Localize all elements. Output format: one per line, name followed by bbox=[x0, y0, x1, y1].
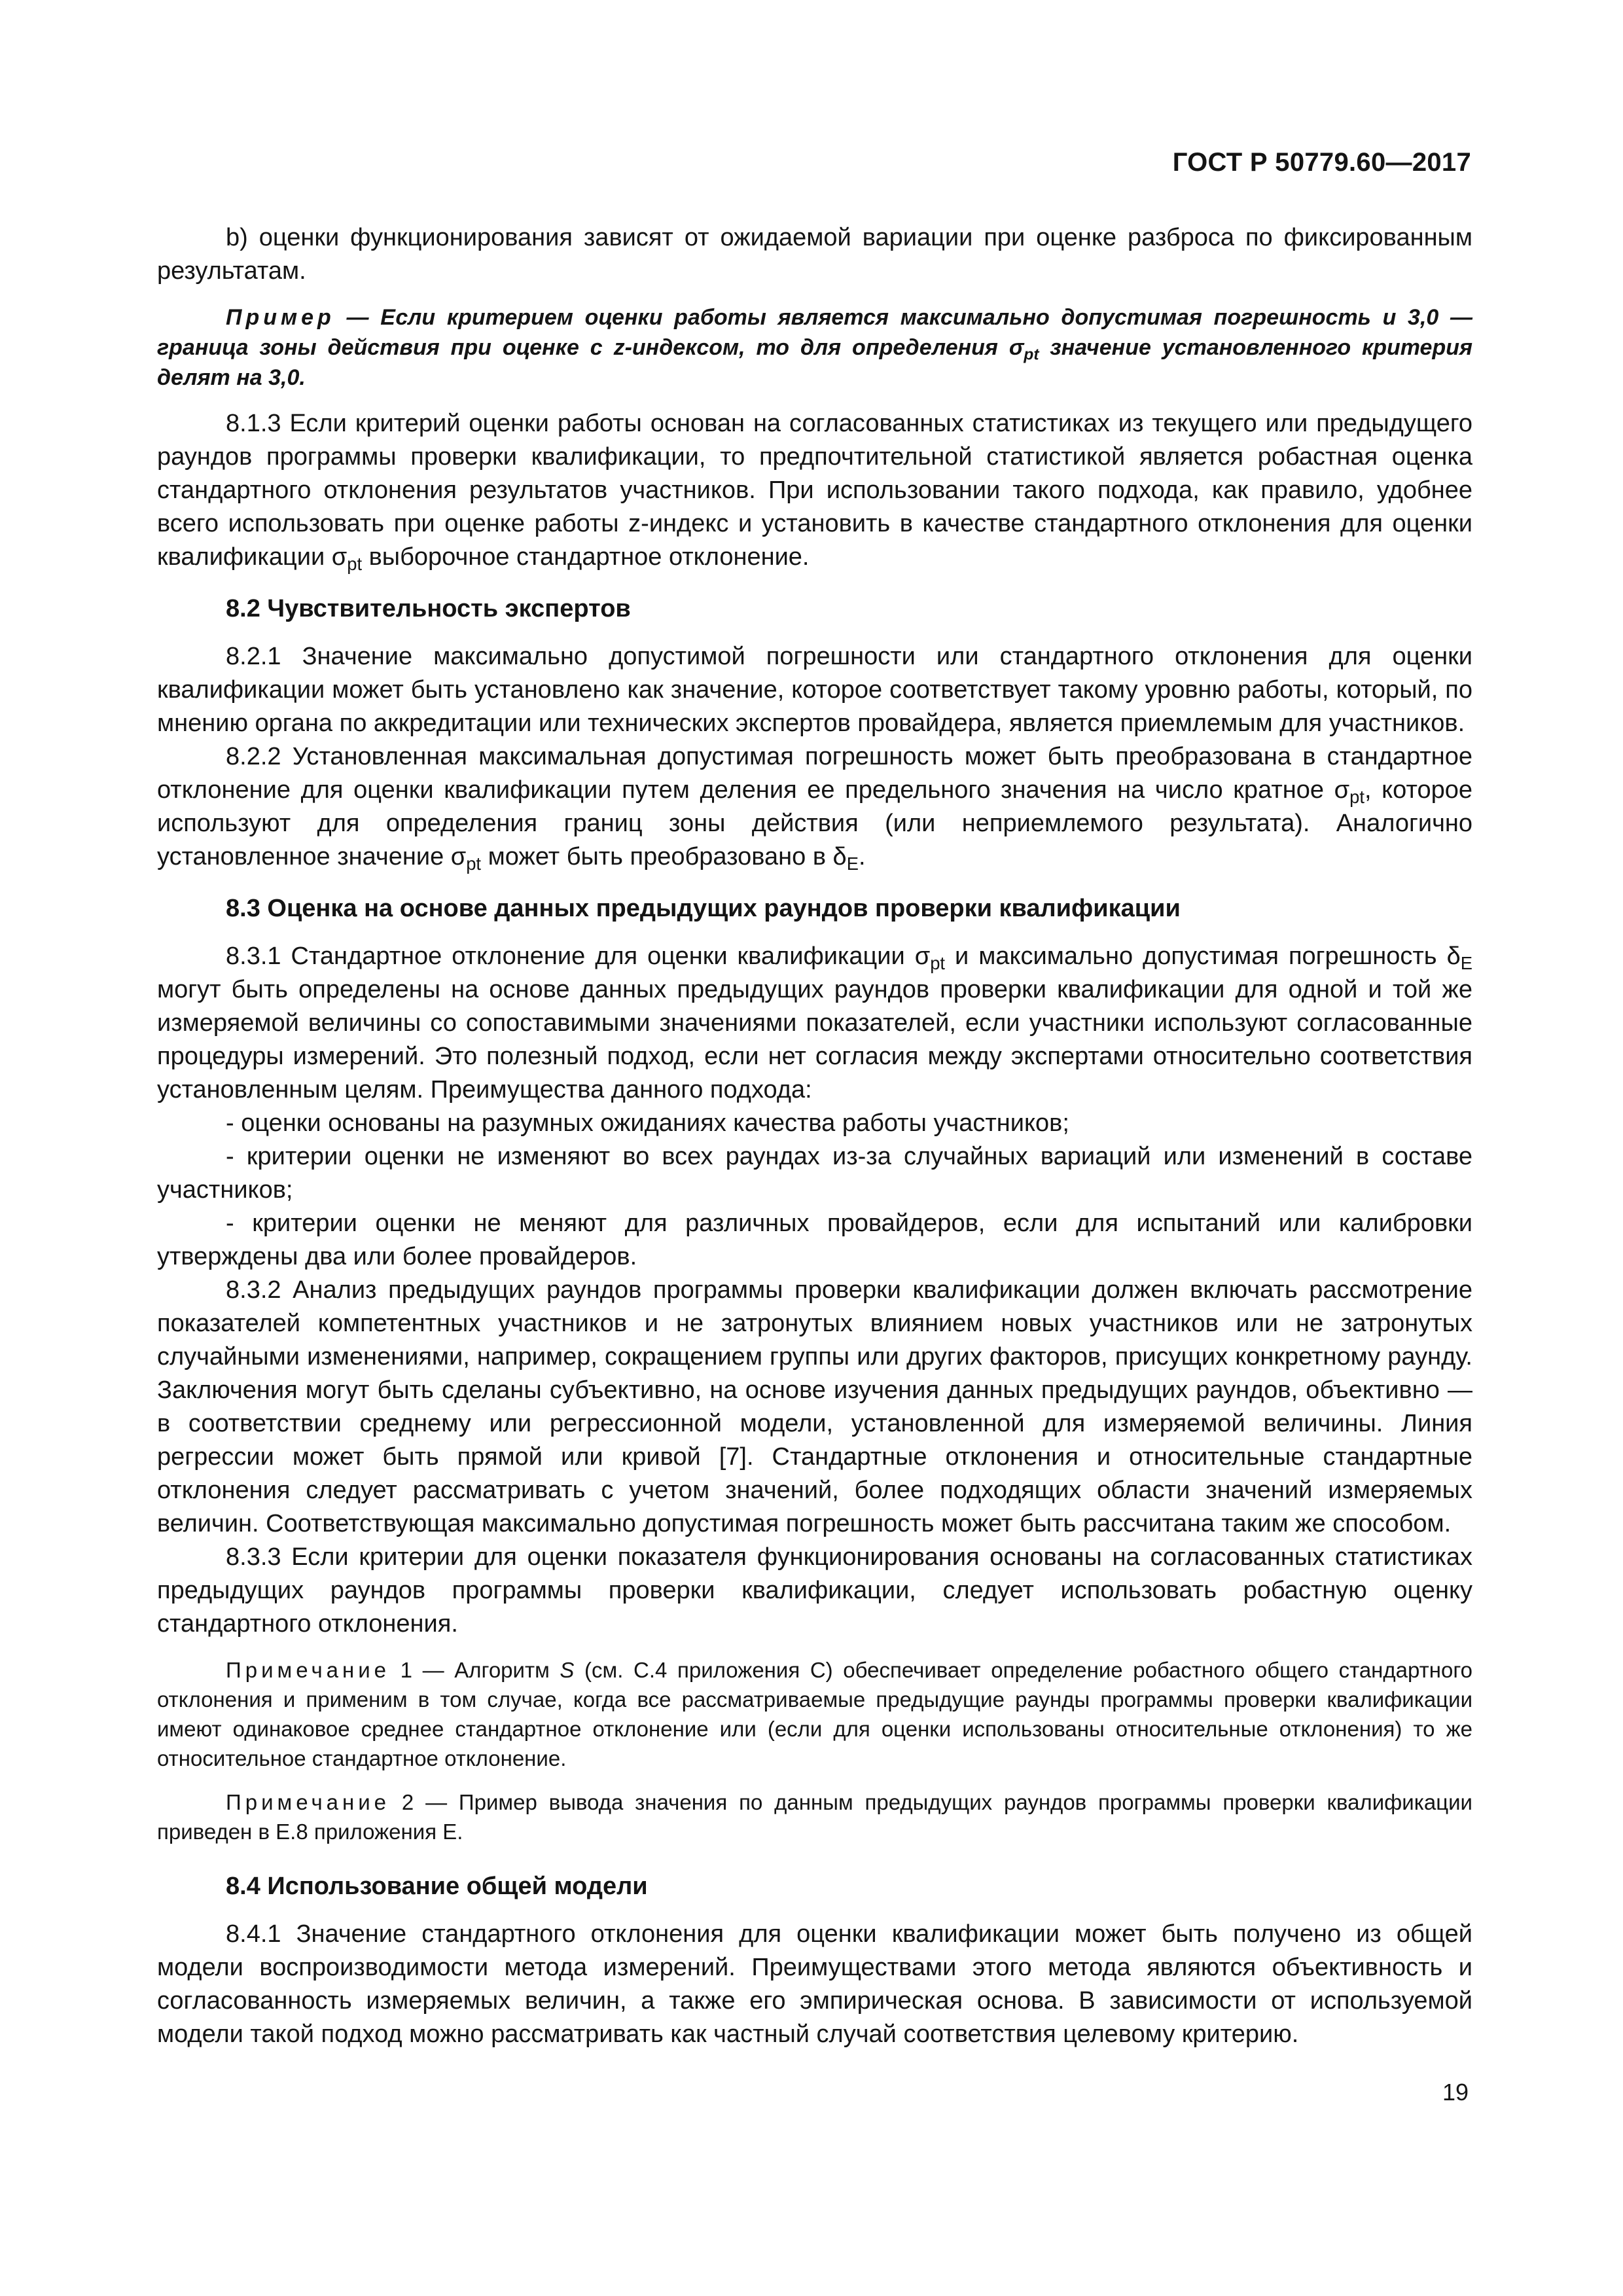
example-tail: значение установленного критерия делят на 3,0. bbox=[157, 335, 1472, 390]
paragraph-8-2-2-a: 8.2.2 Установленная максимальная допустимая погрешность может быть преобразована в стандартное отклонение для оценки квалификации путем деления ее предельного значения на число кратное σ bbox=[157, 743, 1472, 804]
paragraph-8-2-2-sub3: E bbox=[846, 853, 859, 874]
heading-8-2: 8.2 Чувствительность экспертов bbox=[226, 595, 631, 622]
note-2-text: 2 — Пример вывода значения по данным предыдущих раундов программы проверки квалификации приведен в Е.8 приложения Е. bbox=[157, 1790, 1472, 1844]
paragraph-8-3-2: 8.3.2 Анализ предыдущих раундов программы проверки квалификации должен включать рассмотрение показателей компетентных участников и не затронутых влиянием новых участников или не затронутых случайными изменениями, например, сокращением группы или других факторов, присущих конкретному раунду. Заключения могут быть сделаны субъективно, на основе изучения данных предыдущих раундов, объективно — в соответствии среднему или регрессионной модели, установленной для измеряемой величины. Линия регрессии может быть прямой или кривой [7]. Стандартные отклонения и относительные стандартные отклонения следует рассматривать с учетом значений, более подходящих области значений измеряемых величин. Соответствующая максимально допустимая погрешность может быть рассчитана таким же способом. bbox=[157, 1276, 1472, 1537]
paragraph-8-3-1-sub2: E bbox=[1460, 953, 1472, 974]
note-1-s: S bbox=[560, 1658, 575, 1682]
paragraph-8-3-1-b: и максимально допустимая погрешность δ bbox=[945, 942, 1461, 970]
paragraph-8-4-1: 8.4.1 Значение стандартного отклонения для оценки квалификации может быть получено из общей модели воспроизводимости метода измерений. Преимуществами этого метода являются объективность и согласованность измеряемых величин, а также его эмпирическая основа. В зависимости от используемой модели такой подход можно рассматривать как частный случай соответствия целевому критерию. bbox=[157, 1920, 1472, 2048]
paragraph-8-2-2 bbox=[157, 740, 1472, 874]
note-1-b: (см. С.4 приложения С) обеспечивает определение робастного общего стандартного отклонения и применим в том случае, когда все рассматриваемые предыдущие раунды программы проверки квалификации имеют одинаковое среднее стандартное отклонение или (если для оценки использованы относительные отклонения) то же относительное стандартное отклонение. bbox=[157, 1658, 1472, 1770]
page-body bbox=[157, 221, 1472, 2051]
note-2 bbox=[157, 1787, 1472, 1846]
paragraph-8-3-1-c: могут быть определены на основе данных предыдущих раундов проверки квалификации для одной и той же измеряемой величины со сопоставимыми значениями показателей, если участники используют согласованные процедуры измерений. Это полезный подход, если нет согласия между экспертами относительно соответствия установленным целям. Преимущества данного подхода: bbox=[157, 976, 1472, 1103]
paragraph-8-3-1-sub1: pt bbox=[930, 953, 946, 974]
paragraph-8-1-3-sub: pt bbox=[347, 554, 363, 575]
paragraph-8-3-3: 8.3.3 Если критерии для оценки показателя функционирования основаны на согласованных статистиках предыдущих раундов программы проверки квалификации, следует использовать робастную оценку стандартного отклонения. bbox=[157, 1543, 1472, 1638]
paragraph-8-1-3-text: 8.1.3 Если критерий оценки работы основан на согласованных статистиках из текущего или предыдущего раундов программы проверки квалификации, то предпочтительной статистикой является робастная оценка стандартного отклонения результатов участников. При использовании такого подхода, как правило, удобнее всего использовать при оценке работы z-индекс и установить в качестве стандартного отклонения для оценки квалификации σ bbox=[157, 410, 1472, 571]
list-item: - критерии оценки не изменяют во всех раундах из-за случайных вариаций или изменений в составе участников; bbox=[157, 1143, 1472, 1204]
paragraph-8-2-2-b: , которое используют для определения границ зоны действия (или неприемлемого результата). Аналогично установленное значение σ bbox=[157, 776, 1472, 870]
paragraph-b: b) оценки функционирования зависят от ожидаемой вариации при оценке разброса по фиксированным результатам. bbox=[157, 224, 1472, 285]
note-2-label: Примечание bbox=[226, 1790, 391, 1814]
document-header: ГОСТ Р 50779.60—2017 bbox=[1172, 148, 1471, 177]
paragraph-8-2-2-sub2: pt bbox=[466, 853, 482, 874]
paragraph-8-1-3 bbox=[157, 407, 1472, 574]
example-block bbox=[157, 302, 1472, 393]
example-text: — Если критерием оценки работы является максимально допустимая погрешность и 3,0 — граница зоны действия при оценке с z-индексом, то для определения σ bbox=[157, 305, 1472, 360]
example-label: Пример bbox=[226, 305, 335, 330]
list-item: - оценки основаны на разумных ожиданиях качества работы участников; bbox=[226, 1109, 1069, 1137]
note-1-label: Примечание bbox=[226, 1658, 391, 1682]
page-number: 19 bbox=[1442, 2079, 1469, 2106]
heading-8-4: 8.4 Использование общей модели bbox=[226, 1873, 648, 1900]
note-1 bbox=[157, 1655, 1472, 1773]
paragraph-8-3-1 bbox=[157, 940, 1472, 1107]
list-item: - критерии оценки не меняют для различных провайдеров, если для испытаний или калибровки утверждены два или более провайдеров. bbox=[157, 1210, 1472, 1270]
paragraph-8-2-1: 8.2.1 Значение максимально допустимой погрешности или стандартного отклонения для оценки квалификации может быть установлено как значение, которое соответствует такому уровню работы, который, по мнению органа по аккредитации или технических экспертов провайдера, является приемлемым для участников. bbox=[157, 643, 1472, 737]
heading-8-3: 8.3 Оценка на основе данных предыдущих раундов проверки квалификации bbox=[226, 895, 1181, 922]
paragraph-8-2-2-sub1: pt bbox=[1349, 787, 1364, 808]
paragraph-8-2-2-c: может быть преобразовано в δ bbox=[481, 843, 847, 870]
paragraph-8-3-1-a: 8.3.1 Стандартное отклонение для оценки квалификации σ bbox=[226, 942, 931, 970]
note-1-a: 1 — Алгоритм bbox=[390, 1658, 560, 1682]
example-sub: pt bbox=[1024, 346, 1039, 364]
paragraph-8-1-3-tail: выборочное стандартное отклонение. bbox=[362, 543, 810, 571]
paragraph-8-2-2-d: . bbox=[858, 843, 866, 870]
